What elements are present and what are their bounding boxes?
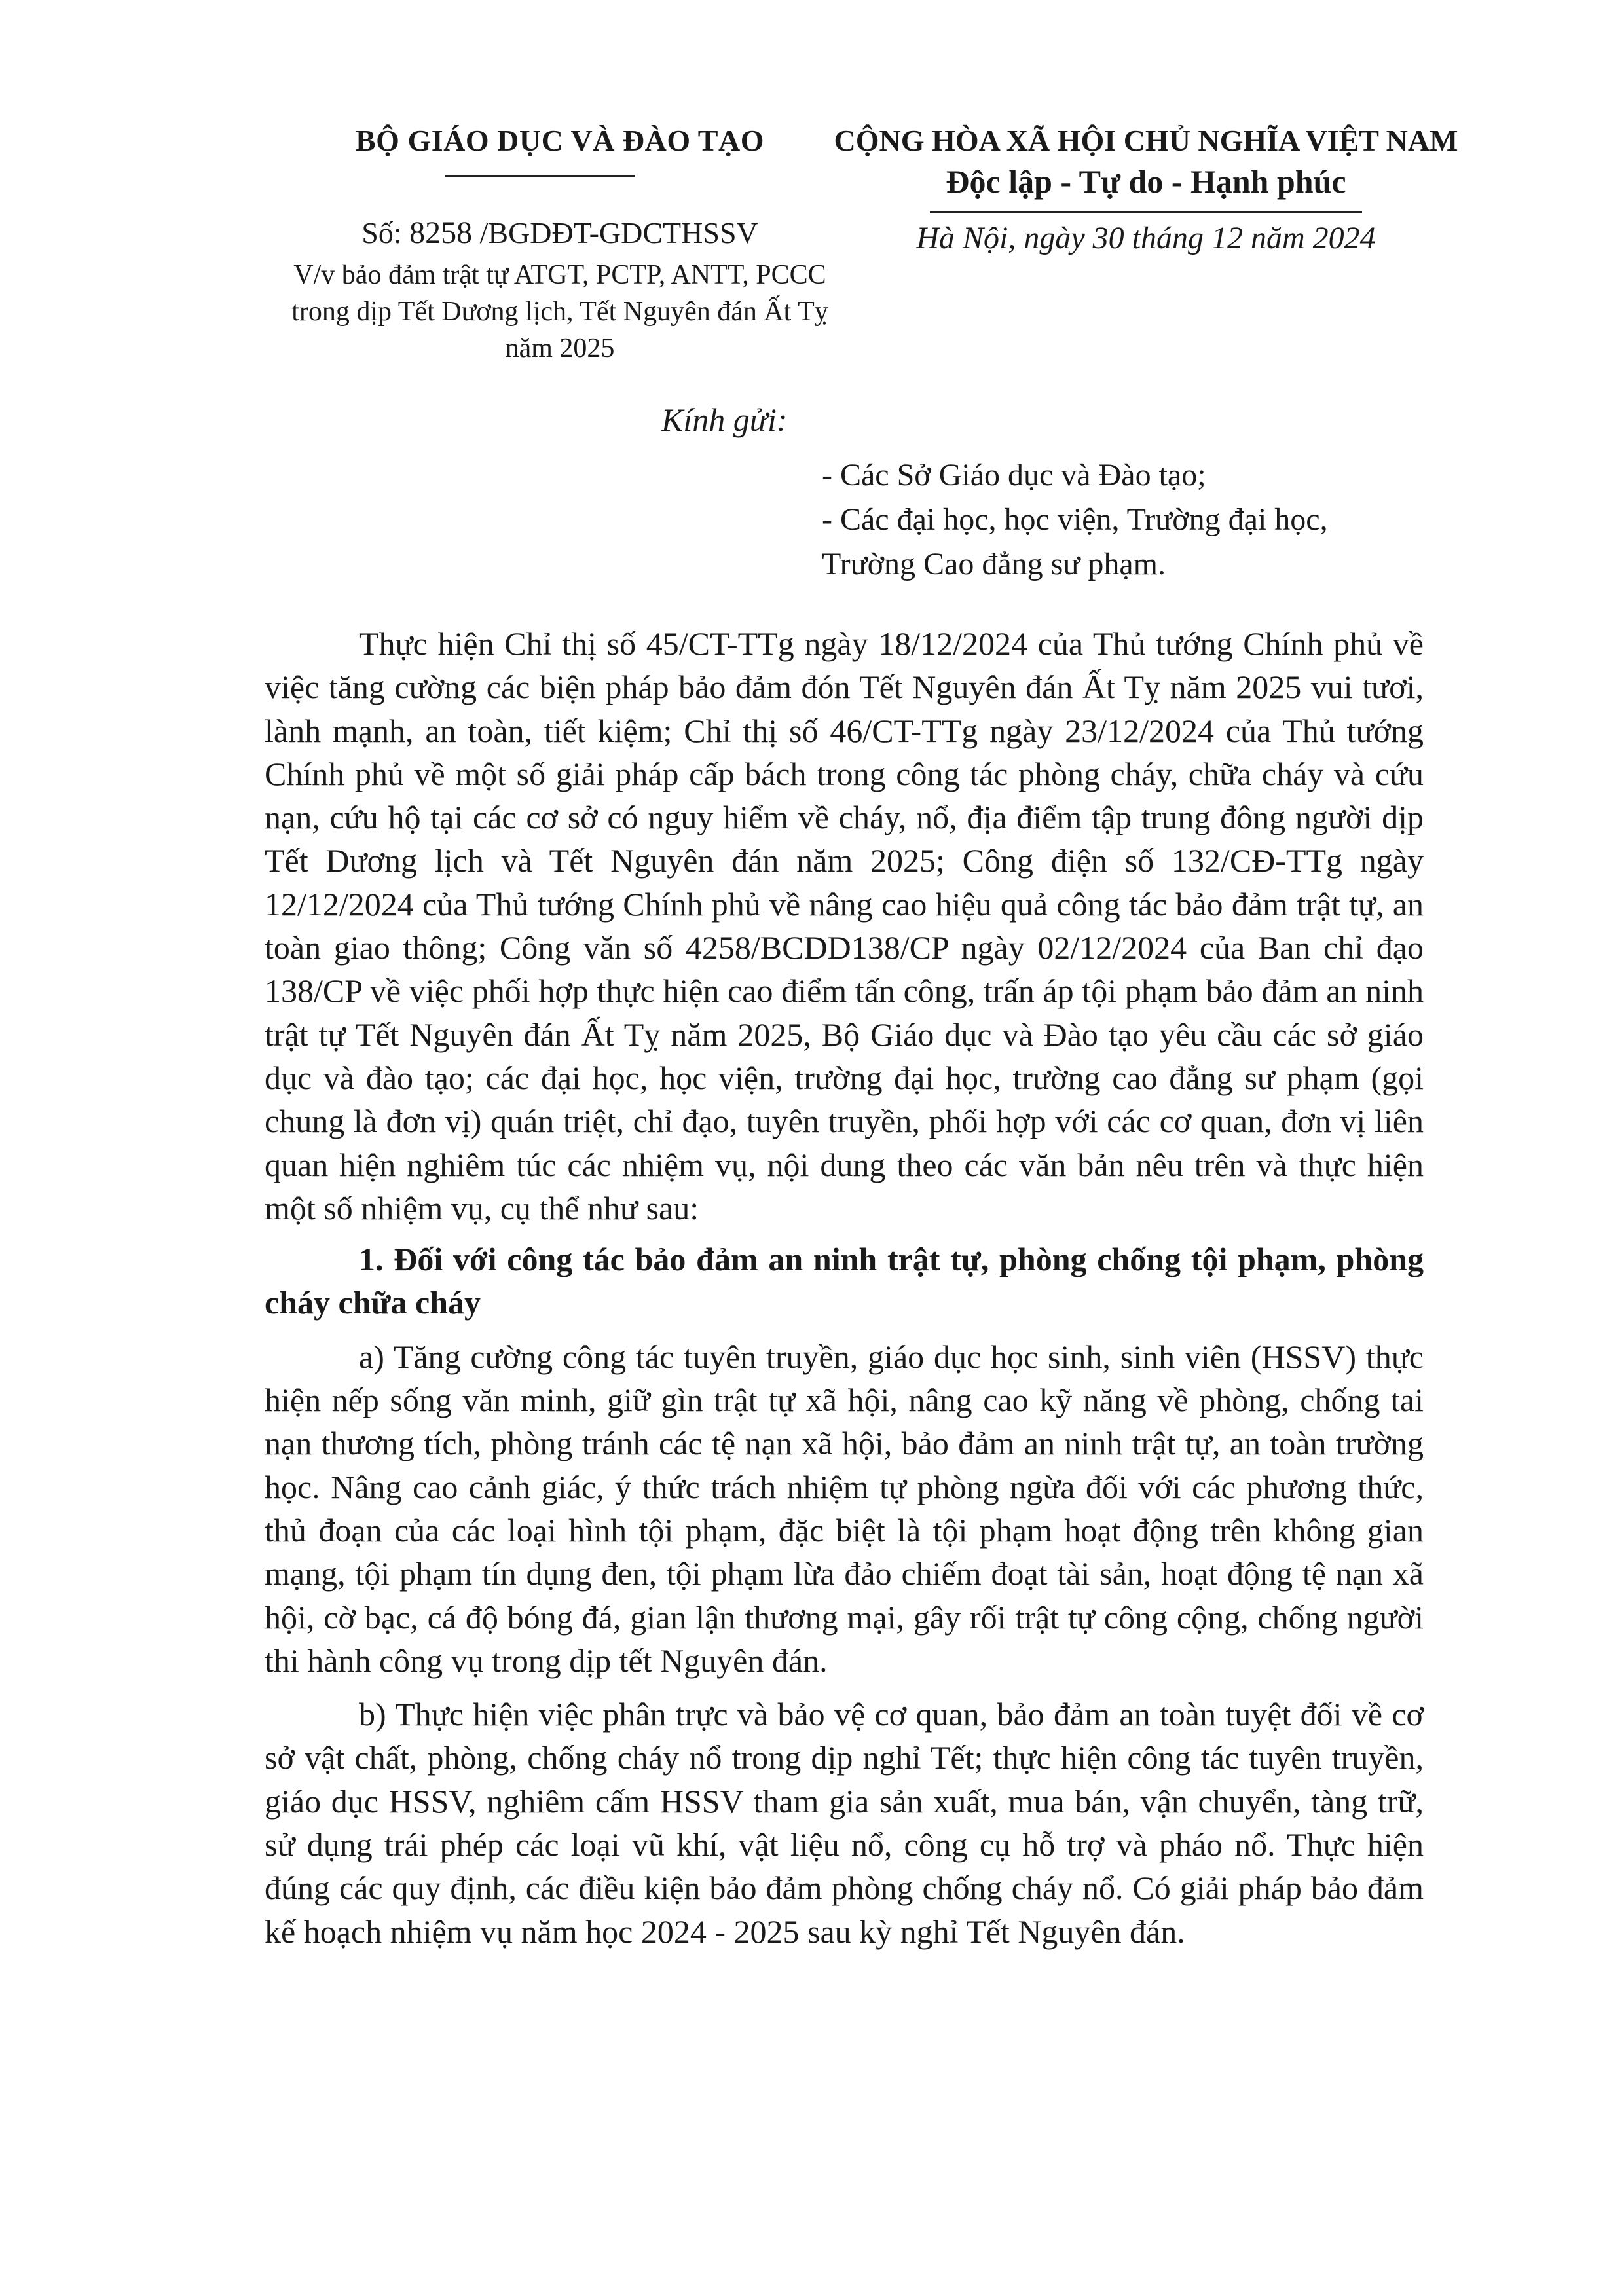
organization-underline	[445, 175, 635, 177]
recipient-line: - Các Sở Giáo dục và Đào tạo;	[822, 458, 1206, 492]
number-value: 8258	[409, 215, 473, 250]
national-title: CỘNG HÒA XÃ HỘI CHỦ NGHĨA VIỆT NAM	[834, 124, 1458, 157]
number-label: Số:	[361, 216, 402, 249]
document-subject: V/v bảo đảm trật tự ATGT, PCTP, ANTT, PCCC trong dịp Tết Dương lịch, Tết Nguyên đán Ất Tỵ năm 2025	[291, 260, 828, 363]
motto-underline	[930, 211, 1362, 213]
national-motto: Độc lập - Tự do - Hạnh phúc	[946, 163, 1346, 200]
section-1-heading: 1. Đối với công tác bảo đảm an ninh trật tự, phòng chống tội phạm, phòng cháy chữa cháy	[265, 1241, 1424, 1321]
section-1a-paragraph: a) Tăng cường công tác tuyên truyền, giáo dục học sinh, sinh viên (HSSV) thực hiện nếp sống văn minh, giữ gìn trật tự xã hội, nâng cao kỹ năng về phòng, chống tai nạn thương tích, phòng tránh các tệ nạn xã hội, bảo đảm an ninh trật tự, an toàn trường học. Nâng cao cảnh giác, ý thức trách nhiệm tự phòng ngừa đối với các phương thức, thủ đoạn của các loại hình tội phạm, đặc biệt là tội phạm hoạt động trên không gian mạng, tội phạm tín dụng đen, tội phạm lừa đảo chiếm đoạt tài sản, hoạt động tệ nạn xã hội, cờ bạc, cá độ bóng đá, gian lận thương mại, gây rối trật tự công cộng, chống người thi hành công vụ trong dịp tết Nguyên đán.	[265, 1338, 1424, 1679]
number-code: /BGDĐT-GDCTHSSV	[479, 216, 758, 249]
salutation: Kính gửi:	[661, 401, 788, 438]
recipient-line: Trường Cao đẳng sư phạm.	[822, 547, 1166, 581]
recipient-line: - Các đại học, học viện, Trường đại học,	[822, 502, 1328, 537]
document-number	[275, 215, 845, 251]
section-1b-paragraph: b) Thực hiện việc phân trực và bảo vệ cơ quan, bảo đảm an toàn tuyệt đối về cơ sở vật chất, phòng, chống cháy nổ trong dịp nghỉ Tết; thực hiện công tác tuyên truyền, giáo dục HSSV, nghiêm cấm HSSV tham gia sản xuất, mua bán, vận chuyển, tàng trữ, sử dụng trái phép các loại vũ khí, vật liệu nổ, công cụ hỗ trợ và pháo nổ. Thực hiện đúng các quy định, các điều kiện bảo đảm phòng chống cháy nổ. Có giải pháp bảo đảm kế hoạch nhiệm vụ năm học 2024 - 2025 sau kỳ nghỉ Tết Nguyên đán.	[265, 1696, 1424, 1950]
recipients-list	[822, 453, 1477, 587]
place-and-date: Hà Nội, ngày 30 tháng 12 năm 2024	[916, 221, 1376, 255]
intro-paragraph: Thực hiện Chỉ thị số 45/CT-TTg ngày 18/12/2024 của Thủ tướng Chính phủ về việc tăng cường các biện pháp bảo đảm đón Tết Nguyên đán Ất Tỵ năm 2025 vui tươi, lành mạnh, an toàn, tiết kiệm; Chỉ thị số 46/CT-TTg ngày 23/12/2024 của Thủ tướng Chính phủ về một số giải pháp cấp bách trong công tác phòng cháy, chữa cháy và cứu nạn, cứu hộ tại các cơ sở có nguy hiểm về cháy, nổ, địa điểm tập trung đông người dịp Tết Dương lịch và Tết Nguyên đán năm 2025; Công điện số 132/CĐ-TTg ngày 12/12/2024 của Thủ tướng Chính phủ về nâng cao hiệu quả công tác bảo đảm trật tự, an toàn giao thông; Công văn số 4258/BCDD138/CP ngày 02/12/2024 của Ban chỉ đạo 138/CP về việc phối hợp thực hiện cao điểm tấn công, trấn áp tội phạm bảo đảm an ninh trật tự Tết Nguyên đán Ất Tỵ năm 2025, Bộ Giáo dục và Đào tạo yêu cầu các sở giáo dục và đào tạo; các đại học, học viện, trường đại học, trường cao đẳng sư phạm (gọi chung là đơn vị) quán triệt, chỉ đạo, tuyên truyền, phối hợp với các cơ quan, đơn vị liên quan hiện nghiêm túc các nhiệm vụ, nội dung theo các văn bản nêu trên và thực hiện một số nhiệm vụ, cụ thể như sau:	[265, 625, 1424, 1226]
document-body	[265, 622, 1424, 1953]
issuing-organization: BỘ GIÁO DỤC VÀ ĐÀO TẠO	[356, 124, 764, 157]
